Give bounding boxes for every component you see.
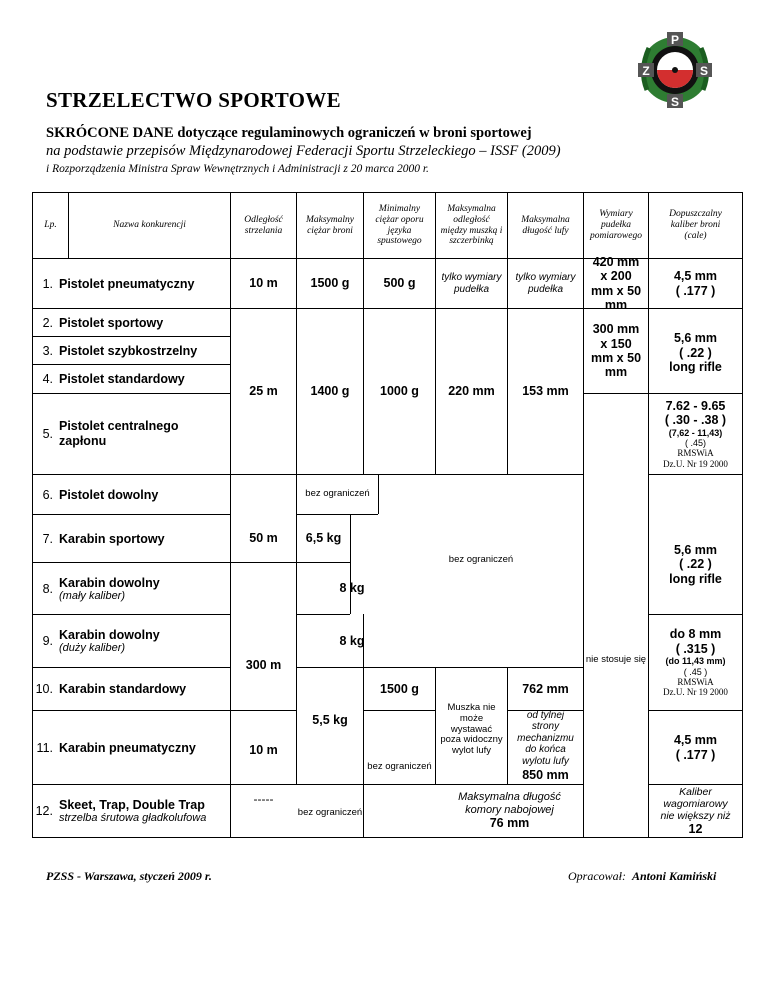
row-number: 11.	[36, 740, 53, 755]
row-6-name	[33, 475, 230, 514]
r67-distance: 50 m	[249, 531, 278, 546]
row-number: 2.	[42, 315, 53, 330]
event-name: Karabin standardowy	[59, 682, 187, 696]
chamber-length: 76 mm	[489, 816, 530, 831]
header-name: Nazwa konkurencji	[113, 220, 186, 231]
r9-weight: 8 kg	[339, 633, 365, 648]
row-number: 4.	[42, 372, 53, 386]
logo-letter-left: Z	[642, 64, 650, 78]
document-subtitle-source: na podstawie przepisów Międzynarodowej Federacji Sportu Strzeleckiego – ISSF (2009)	[46, 143, 561, 159]
row-11-name	[33, 711, 230, 784]
r1-caliber	[649, 259, 742, 308]
caliber-mm: 7.62 - 9.65	[665, 398, 726, 413]
r1-sight: tylko wymiary pudełka	[441, 272, 502, 295]
header-caliber: Dopuszczalny kaliber broni (cale)	[669, 209, 722, 241]
event-name: Karabin pneumatyczny	[59, 740, 196, 755]
event-name: Skeet, Trap, Double Trap	[59, 798, 205, 812]
caliber-type: long rifle	[669, 571, 722, 586]
event-name: Karabin dowolny	[59, 628, 160, 642]
r23-caliber	[649, 309, 742, 393]
row-number: 5.	[42, 427, 53, 441]
chamber-label: Maksymalna długość komory nabojowej	[458, 791, 561, 816]
document-subtitle-regulation: i Rozporządzenia Ministra Spraw Wewnętrznych i Administracji z 20 marca 2000 r.	[46, 163, 429, 175]
r1-barrel: tylko wymiary pudełka	[515, 272, 576, 295]
caliber-mm: do 8 mm	[669, 627, 722, 642]
document-title: STRZELECTWO SPORTOWE	[46, 88, 341, 112]
row-number: 9.	[42, 634, 53, 648]
header-box: Wymiary pudełka pomiarowego	[590, 209, 642, 241]
row-9-name	[33, 615, 230, 667]
row-number: 6.	[42, 487, 53, 502]
caliber-mm: 4,5 mm	[673, 733, 718, 748]
logo-letter-top: P	[670, 33, 680, 47]
caliber-inch-alt: ( .45)	[684, 438, 706, 449]
r1-distance: 10 m	[249, 276, 278, 291]
row-8-name	[33, 563, 230, 614]
r78-caliber	[649, 515, 742, 614]
document-subtitle: SKRÓCONE DANE dotyczące regulaminowych ograniczeń w broni sportowej	[46, 125, 532, 141]
r11-caliber	[649, 711, 742, 784]
row-number: 1.	[42, 276, 53, 291]
regulation-journal: Dz.U. Nr 19 2000	[663, 687, 728, 698]
r1011-sight: Muszka nie może wystawać poza widoczny wylot lufy	[440, 701, 503, 757]
caliber-inch: ( .177 )	[675, 747, 716, 762]
caliber-gauge-limit: nie większy niż	[660, 809, 731, 822]
regulation-ref: RMSWiA	[677, 676, 714, 687]
r910-distance: 300 m	[245, 657, 282, 672]
regulation-ref: RMSWiA	[677, 448, 714, 459]
pistol-trigger: 1000 g	[380, 384, 419, 399]
caliber-mm-alt: (do 11,43 mm)	[665, 656, 726, 667]
r1011-weight: 5,5 kg	[312, 712, 348, 727]
row-2-name	[33, 309, 230, 336]
caliber-mm: 4,5 mm	[673, 269, 718, 284]
r11-trigger: bez ograniczeń	[367, 760, 432, 772]
caliber-inch-alt: ( .45 )	[683, 666, 708, 677]
r1-trigger: 500 g	[383, 276, 416, 291]
footer-source: PZSS - Warszawa, styczeń 2009 r.	[46, 869, 212, 883]
r6-weight: bez ograniczeń	[305, 488, 370, 500]
r10-trigger: 1500 g	[380, 681, 419, 696]
r8-weight: 8 kg	[339, 581, 365, 596]
caliber-type: long rifle	[669, 360, 722, 375]
pistol-barrel: 153 mm	[522, 384, 569, 399]
r7-weight: 6,5 kg	[305, 531, 342, 546]
header-max-barrel: Maksymalna długość lufy	[521, 214, 570, 236]
r11-barrel: 850 mm	[522, 767, 569, 782]
header-min-trigger: Minimalny ciężar oporu języka spustowego	[375, 203, 424, 247]
header-lp: Lp.	[44, 220, 57, 231]
logo-letter-bottom: S	[670, 95, 680, 109]
r910-caliber	[649, 615, 742, 710]
footer-author	[568, 869, 716, 884]
row-10-name	[33, 668, 230, 710]
row-4-name	[33, 365, 230, 393]
logo-letter-right: S	[699, 64, 709, 78]
row-12-name	[33, 785, 230, 837]
r12-caliber	[649, 785, 742, 837]
row-number: 7.	[42, 531, 53, 546]
regulation-journal: Dz.U. Nr 19 2000	[663, 458, 728, 469]
event-subname: (mały kaliber)	[59, 589, 126, 602]
author-label: Opracował:	[568, 869, 626, 883]
pistol-weight: 1400 g	[310, 384, 350, 399]
row-number: 3.	[42, 343, 53, 358]
mid-no-limits: bez ograniczeń	[448, 553, 514, 565]
r12-chamber	[436, 785, 583, 837]
header-max-weight: Maksymalny ciężar broni	[305, 214, 354, 236]
r12-weight: bez ograniczeń	[297, 806, 363, 818]
pistol-distance: 25 m	[249, 384, 278, 399]
row-7-name	[33, 515, 230, 562]
caliber-mm: 5,6 mm	[673, 542, 718, 557]
row-5-name	[33, 394, 230, 474]
caliber-inch: ( .22 )	[679, 557, 712, 572]
caliber-mm: 5,6 mm	[673, 331, 718, 346]
event-name: Pistolet pneumatyczny	[59, 276, 195, 291]
r5-caliber	[649, 394, 742, 474]
caliber-gauge-value: 12	[688, 821, 703, 836]
event-name: Pistolet standardowy	[59, 372, 185, 386]
row-3-name	[33, 337, 230, 364]
event-subname: strzelba śrutowa gładkolufowa	[59, 812, 207, 824]
caliber-inch: ( .30 - .38 )	[664, 413, 727, 428]
author-name: Antoni Kamiński	[632, 869, 717, 883]
r10-barrel: 762 mm	[522, 681, 569, 696]
caliber-mm-alt: (7,62 - 11,43)	[668, 427, 723, 438]
caliber-gauge-label: Kaliber wagomiarowy	[663, 785, 728, 810]
r11-barrel-note: od tylnej strony mechanizmu do końca wylotu lufy	[517, 709, 574, 767]
box-not-applicable: nie stosuje się	[585, 653, 647, 665]
row-number: 12.	[35, 804, 53, 818]
row-number: 10.	[35, 682, 53, 696]
event-name: Pistolet szybkostrzelny	[59, 343, 198, 358]
event-subname: (duży kaliber)	[59, 642, 126, 654]
event-name: Pistolet sportowy	[59, 315, 164, 330]
row-number: 8.	[42, 581, 53, 596]
caliber-inch: ( .177 )	[675, 283, 716, 298]
caliber-inch: ( .22 )	[679, 345, 712, 360]
pistol-box: 300 mm x 150 mm x 50 mm	[590, 322, 642, 380]
event-name: Pistolet dowolny	[59, 487, 159, 502]
event-name: Pistolet centralnego zapłonu	[59, 419, 179, 448]
pistol-sight: 220 mm	[448, 384, 495, 399]
r1-weight: 1500 g	[310, 276, 350, 291]
r11-distance: 10 m	[249, 742, 278, 757]
caliber-inch: ( .315 )	[675, 641, 716, 656]
r12-distance: -----	[253, 792, 274, 807]
header-distance: Odległość strzelania	[244, 214, 283, 236]
event-name: Karabin sportowy	[59, 531, 165, 546]
event-name: Karabin dowolny	[59, 575, 160, 590]
row-1-name	[33, 259, 230, 308]
r1-box: 420 mm x 200 mm x 50 mm	[590, 254, 642, 312]
header-max-sight: Maksymalna odległość między muszką i szczerbinką	[440, 203, 503, 247]
